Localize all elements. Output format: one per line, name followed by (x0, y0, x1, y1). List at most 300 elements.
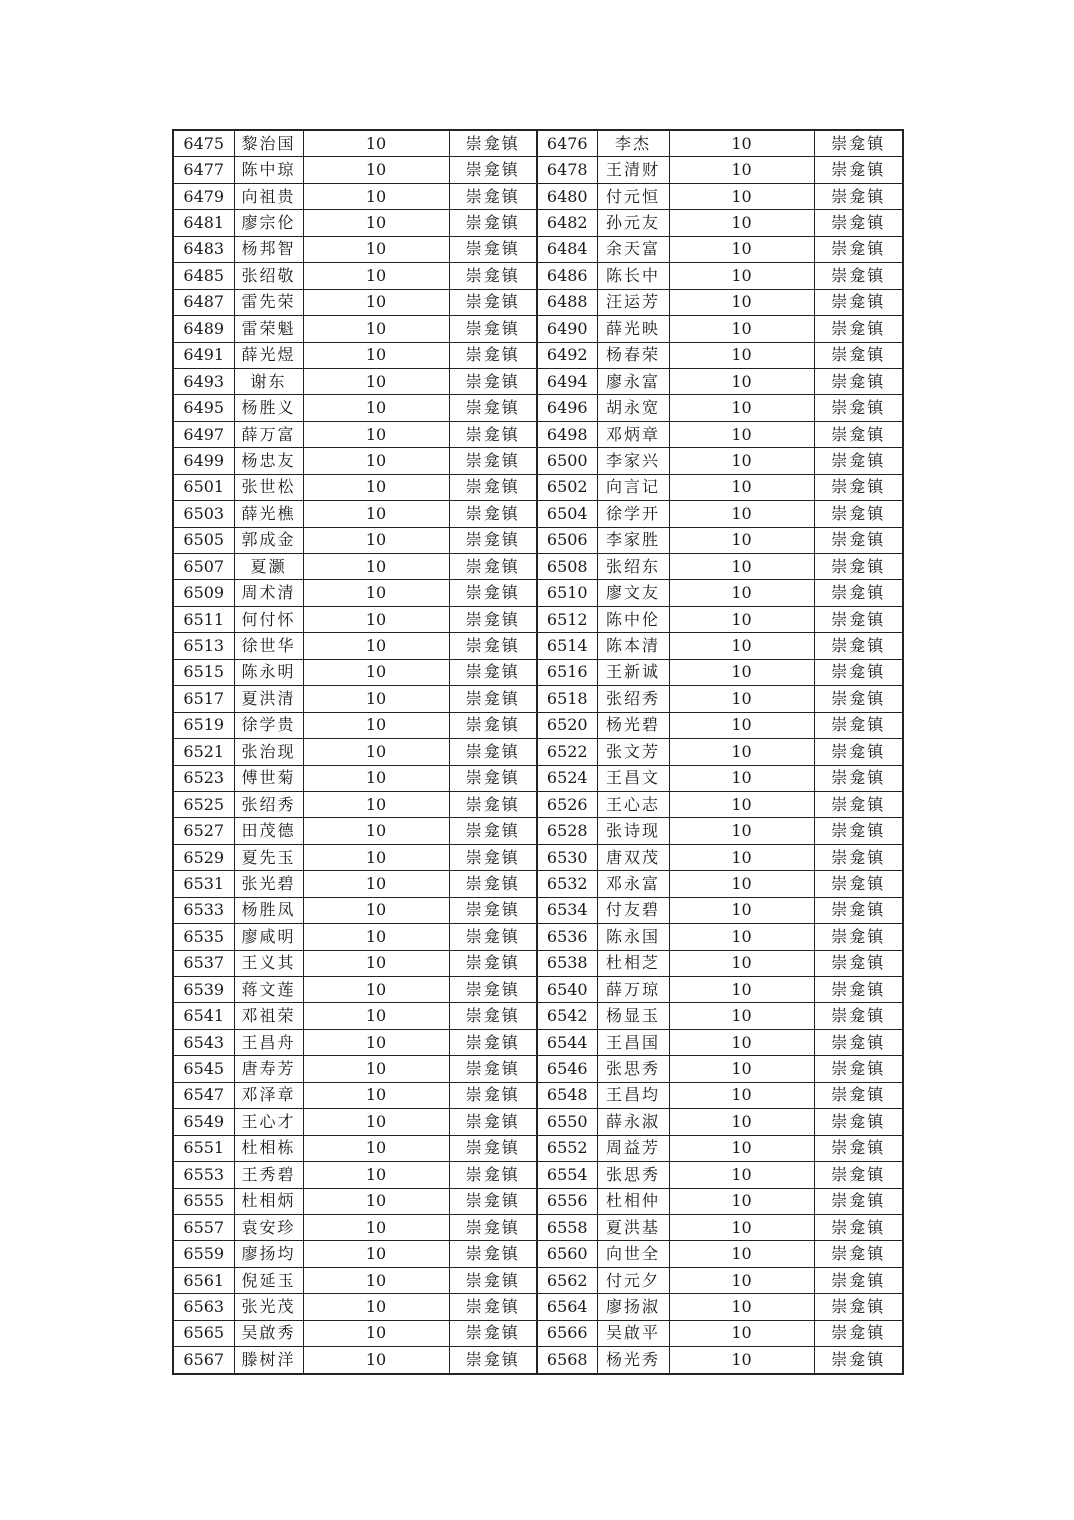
cell-town: 崇龛镇 (449, 765, 537, 791)
cell-name: 张思秀 (597, 1056, 669, 1082)
cell-amount: 10 (303, 924, 449, 950)
cell-name: 王昌均 (597, 1082, 669, 1108)
table-row (173, 765, 903, 791)
cell-id: 6566 (537, 1320, 597, 1346)
cell-id: 6534 (537, 897, 597, 923)
cell-id: 6567 (173, 1347, 234, 1374)
cell-id: 6544 (537, 1029, 597, 1055)
cell-amount: 10 (669, 527, 814, 553)
cell-id: 6563 (173, 1294, 234, 1320)
cell-name: 廖扬均 (234, 1241, 303, 1267)
table-row (173, 1241, 903, 1267)
table-row (173, 554, 903, 580)
cell-town: 崇龛镇 (449, 1188, 537, 1214)
cell-id: 6562 (537, 1267, 597, 1293)
cell-amount: 10 (303, 1082, 449, 1108)
cell-name: 郭成金 (234, 527, 303, 553)
table-row (173, 1029, 903, 1055)
cell-town: 崇龛镇 (814, 474, 903, 500)
table-row (173, 950, 903, 976)
cell-id: 6493 (173, 368, 234, 394)
cell-name: 王新诚 (597, 659, 669, 685)
cell-town: 崇龛镇 (449, 950, 537, 976)
cell-name: 徐世华 (234, 633, 303, 659)
cell-name: 薛万琼 (597, 977, 669, 1003)
cell-name: 邓永富 (597, 871, 669, 897)
cell-town: 崇龛镇 (449, 1135, 537, 1161)
table-row (173, 1109, 903, 1135)
table-row (173, 1214, 903, 1240)
cell-id: 6543 (173, 1029, 234, 1055)
cell-amount: 10 (303, 130, 449, 157)
cell-id: 6536 (537, 924, 597, 950)
cell-town: 崇龛镇 (449, 924, 537, 950)
cell-name: 陈中伦 (597, 606, 669, 632)
cell-id: 6542 (537, 1003, 597, 1029)
cell-town: 崇龛镇 (449, 977, 537, 1003)
cell-id: 6490 (537, 316, 597, 342)
table-row (173, 1056, 903, 1082)
cell-town: 崇龛镇 (814, 739, 903, 765)
cell-town: 崇龛镇 (449, 1320, 537, 1346)
cell-id: 6513 (173, 633, 234, 659)
cell-id: 6509 (173, 580, 234, 606)
cell-amount: 10 (303, 950, 449, 976)
cell-id: 6476 (537, 130, 597, 157)
table-row (173, 659, 903, 685)
cell-town: 崇龛镇 (449, 1056, 537, 1082)
cell-id: 6486 (537, 263, 597, 289)
cell-id: 6561 (173, 1267, 234, 1293)
cell-name: 雷先荣 (234, 289, 303, 315)
cell-name: 傅世菊 (234, 765, 303, 791)
cell-amount: 10 (669, 1135, 814, 1161)
cell-amount: 10 (303, 421, 449, 447)
table-row (173, 501, 903, 527)
cell-amount: 10 (669, 448, 814, 474)
cell-town: 崇龛镇 (814, 818, 903, 844)
cell-town: 崇龛镇 (814, 157, 903, 183)
cell-amount: 10 (669, 818, 814, 844)
cell-id: 6556 (537, 1188, 597, 1214)
cell-amount: 10 (303, 580, 449, 606)
cell-name: 黎治国 (234, 130, 303, 157)
cell-town: 崇龛镇 (449, 421, 537, 447)
cell-name: 杨胜凤 (234, 897, 303, 923)
cell-id: 6528 (537, 818, 597, 844)
table-row (173, 342, 903, 368)
cell-town: 崇龛镇 (814, 1029, 903, 1055)
cell-town: 崇龛镇 (814, 1241, 903, 1267)
cell-name: 陈永国 (597, 924, 669, 950)
cell-town: 崇龛镇 (814, 1347, 903, 1374)
cell-amount: 10 (303, 686, 449, 712)
cell-id: 6555 (173, 1188, 234, 1214)
table-row (173, 474, 903, 500)
cell-id: 6494 (537, 368, 597, 394)
cell-name: 李杰 (597, 130, 669, 157)
cell-id: 6537 (173, 950, 234, 976)
cell-amount: 10 (669, 871, 814, 897)
cell-name: 杜相芝 (597, 950, 669, 976)
cell-amount: 10 (303, 659, 449, 685)
cell-name: 廖扬淑 (597, 1294, 669, 1320)
cell-id: 6529 (173, 844, 234, 870)
cell-name: 向言记 (597, 474, 669, 500)
cell-name: 向世全 (597, 1241, 669, 1267)
cell-amount: 10 (303, 263, 449, 289)
cell-amount: 10 (669, 791, 814, 817)
cell-name: 邓祖荣 (234, 1003, 303, 1029)
cell-amount: 10 (669, 765, 814, 791)
cell-town: 崇龛镇 (814, 897, 903, 923)
cell-amount: 10 (303, 712, 449, 738)
cell-id: 6500 (537, 448, 597, 474)
cell-name: 田茂德 (234, 818, 303, 844)
cell-town: 崇龛镇 (814, 183, 903, 209)
table-row (173, 1267, 903, 1293)
cell-amount: 10 (303, 1162, 449, 1188)
cell-amount: 10 (669, 1003, 814, 1029)
cell-name: 汪运芳 (597, 289, 669, 315)
cell-amount: 10 (669, 1214, 814, 1240)
cell-town: 崇龛镇 (449, 263, 537, 289)
table-row (173, 527, 903, 553)
cell-amount: 10 (669, 739, 814, 765)
cell-amount: 10 (303, 844, 449, 870)
cell-town: 崇龛镇 (814, 501, 903, 527)
cell-id: 6560 (537, 1241, 597, 1267)
cell-amount: 10 (303, 1267, 449, 1293)
cell-amount: 10 (669, 1241, 814, 1267)
table-row (173, 395, 903, 421)
cell-id: 6511 (173, 606, 234, 632)
cell-id: 6479 (173, 183, 234, 209)
table-row (173, 606, 903, 632)
cell-name: 张光碧 (234, 871, 303, 897)
cell-amount: 10 (669, 950, 814, 976)
cell-amount: 10 (669, 130, 814, 157)
cell-town: 崇龛镇 (814, 686, 903, 712)
cell-id: 6551 (173, 1135, 234, 1161)
cell-id: 6548 (537, 1082, 597, 1108)
cell-id: 6507 (173, 554, 234, 580)
cell-name: 李家胜 (597, 527, 669, 553)
cell-name: 余天富 (597, 236, 669, 262)
cell-town: 崇龛镇 (449, 580, 537, 606)
cell-town: 崇龛镇 (449, 1082, 537, 1108)
cell-name: 王昌文 (597, 765, 669, 791)
cell-id: 6527 (173, 818, 234, 844)
cell-town: 崇龛镇 (449, 1347, 537, 1374)
table-row (173, 157, 903, 183)
cell-id: 6525 (173, 791, 234, 817)
cell-name: 张绍秀 (234, 791, 303, 817)
cell-amount: 10 (669, 897, 814, 923)
cell-id: 6521 (173, 739, 234, 765)
cell-town: 崇龛镇 (814, 633, 903, 659)
cell-amount: 10 (303, 1003, 449, 1029)
cell-town: 崇龛镇 (814, 1320, 903, 1346)
cell-amount: 10 (303, 1241, 449, 1267)
cell-name: 付元夕 (597, 1267, 669, 1293)
cell-id: 6550 (537, 1109, 597, 1135)
cell-amount: 10 (303, 1347, 449, 1374)
cell-amount: 10 (303, 1056, 449, 1082)
table-row (173, 712, 903, 738)
cell-amount: 10 (303, 448, 449, 474)
cell-town: 崇龛镇 (814, 527, 903, 553)
cell-town: 崇龛镇 (814, 554, 903, 580)
cell-id: 6515 (173, 659, 234, 685)
cell-id: 6484 (537, 236, 597, 262)
cell-amount: 10 (303, 818, 449, 844)
table-row (173, 263, 903, 289)
cell-amount: 10 (669, 1320, 814, 1346)
cell-town: 崇龛镇 (814, 368, 903, 394)
table-row (173, 368, 903, 394)
cell-id: 6483 (173, 236, 234, 262)
cell-name: 王心才 (234, 1109, 303, 1135)
cell-name: 杜相仲 (597, 1188, 669, 1214)
cell-town: 崇龛镇 (814, 1056, 903, 1082)
cell-amount: 10 (669, 1056, 814, 1082)
table-row (173, 1135, 903, 1161)
cell-name: 杨显玉 (597, 1003, 669, 1029)
cell-name: 徐学贵 (234, 712, 303, 738)
cell-name: 陈长中 (597, 263, 669, 289)
cell-town: 崇龛镇 (449, 210, 537, 236)
cell-town: 崇龛镇 (814, 924, 903, 950)
table-row (173, 130, 903, 157)
cell-amount: 10 (669, 368, 814, 394)
cell-id: 6503 (173, 501, 234, 527)
cell-town: 崇龛镇 (449, 712, 537, 738)
cell-name: 王秀碧 (234, 1162, 303, 1188)
cell-name: 杜相栋 (234, 1135, 303, 1161)
cell-town: 崇龛镇 (449, 686, 537, 712)
cell-town: 崇龛镇 (449, 739, 537, 765)
cell-amount: 10 (303, 1109, 449, 1135)
cell-id: 6568 (537, 1347, 597, 1374)
cell-town: 崇龛镇 (814, 289, 903, 315)
cell-amount: 10 (669, 844, 814, 870)
cell-amount: 10 (303, 1029, 449, 1055)
cell-name: 杨邦智 (234, 236, 303, 262)
cell-name: 吴啟秀 (234, 1320, 303, 1346)
cell-town: 崇龛镇 (814, 871, 903, 897)
cell-name: 陈中琼 (234, 157, 303, 183)
cell-name: 杨胜义 (234, 395, 303, 421)
cell-amount: 10 (303, 368, 449, 394)
cell-amount: 10 (303, 236, 449, 262)
cell-amount: 10 (303, 871, 449, 897)
cell-amount: 10 (303, 897, 449, 923)
cell-name: 夏洪清 (234, 686, 303, 712)
cell-name: 李家兴 (597, 448, 669, 474)
cell-name: 邓炳章 (597, 421, 669, 447)
cell-name: 廖宗伦 (234, 210, 303, 236)
roster-table (172, 129, 904, 1375)
cell-town: 崇龛镇 (449, 236, 537, 262)
cell-town: 崇龛镇 (449, 1214, 537, 1240)
table-row (173, 844, 903, 870)
table-row (173, 448, 903, 474)
cell-id: 6498 (537, 421, 597, 447)
cell-amount: 10 (669, 316, 814, 342)
cell-town: 崇龛镇 (449, 844, 537, 870)
cell-town: 崇龛镇 (449, 791, 537, 817)
cell-town: 崇龛镇 (814, 263, 903, 289)
cell-name: 蒋文莲 (234, 977, 303, 1003)
cell-id: 6495 (173, 395, 234, 421)
cell-town: 崇龛镇 (814, 765, 903, 791)
cell-id: 6480 (537, 183, 597, 209)
cell-id: 6475 (173, 130, 234, 157)
cell-name: 王义其 (234, 950, 303, 976)
cell-amount: 10 (669, 395, 814, 421)
cell-town: 崇龛镇 (449, 1267, 537, 1293)
cell-town: 崇龛镇 (449, 1109, 537, 1135)
table-row (173, 633, 903, 659)
cell-id: 6512 (537, 606, 597, 632)
cell-id: 6530 (537, 844, 597, 870)
cell-town: 崇龛镇 (814, 395, 903, 421)
cell-amount: 10 (669, 183, 814, 209)
cell-id: 6497 (173, 421, 234, 447)
cell-name: 胡永宽 (597, 395, 669, 421)
cell-id: 6491 (173, 342, 234, 368)
cell-id: 6487 (173, 289, 234, 315)
cell-name: 张思秀 (597, 1162, 669, 1188)
cell-id: 6524 (537, 765, 597, 791)
table-row (173, 791, 903, 817)
cell-id: 6522 (537, 739, 597, 765)
cell-town: 崇龛镇 (814, 236, 903, 262)
cell-amount: 10 (303, 1294, 449, 1320)
cell-amount: 10 (669, 633, 814, 659)
cell-amount: 10 (669, 686, 814, 712)
cell-amount: 10 (669, 659, 814, 685)
cell-town: 崇龛镇 (814, 316, 903, 342)
table-row (173, 1082, 903, 1108)
cell-name: 滕树洋 (234, 1347, 303, 1374)
cell-id: 6565 (173, 1320, 234, 1346)
cell-town: 崇龛镇 (449, 659, 537, 685)
cell-id: 6504 (537, 501, 597, 527)
table-row (173, 289, 903, 315)
cell-town: 崇龛镇 (449, 448, 537, 474)
cell-amount: 10 (303, 474, 449, 500)
cell-id: 6520 (537, 712, 597, 738)
cell-amount: 10 (669, 501, 814, 527)
cell-town: 崇龛镇 (814, 1162, 903, 1188)
cell-town: 崇龛镇 (449, 501, 537, 527)
cell-name: 张世松 (234, 474, 303, 500)
cell-amount: 10 (303, 527, 449, 553)
cell-amount: 10 (303, 501, 449, 527)
cell-amount: 10 (303, 1135, 449, 1161)
cell-amount: 10 (669, 474, 814, 500)
cell-amount: 10 (669, 1188, 814, 1214)
cell-town: 崇龛镇 (814, 712, 903, 738)
cell-amount: 10 (669, 1294, 814, 1320)
cell-id: 6510 (537, 580, 597, 606)
cell-name: 夏洪基 (597, 1214, 669, 1240)
cell-town: 崇龛镇 (814, 977, 903, 1003)
cell-id: 6559 (173, 1241, 234, 1267)
cell-id: 6554 (537, 1162, 597, 1188)
cell-name: 张绍秀 (597, 686, 669, 712)
cell-name: 唐双茂 (597, 844, 669, 870)
cell-name: 杨光碧 (597, 712, 669, 738)
cell-name: 王清财 (597, 157, 669, 183)
cell-id: 6531 (173, 871, 234, 897)
cell-name: 张诗现 (597, 818, 669, 844)
table-row (173, 210, 903, 236)
cell-amount: 10 (669, 1267, 814, 1293)
cell-amount: 10 (669, 712, 814, 738)
cell-id: 6506 (537, 527, 597, 553)
cell-town: 崇龛镇 (814, 1267, 903, 1293)
table-row (173, 818, 903, 844)
cell-town: 崇龛镇 (449, 818, 537, 844)
cell-amount: 10 (669, 924, 814, 950)
cell-amount: 10 (303, 739, 449, 765)
cell-id: 6514 (537, 633, 597, 659)
cell-name: 廖咸明 (234, 924, 303, 950)
cell-town: 崇龛镇 (449, 395, 537, 421)
cell-id: 6552 (537, 1135, 597, 1161)
table-row (173, 739, 903, 765)
table-row (173, 1162, 903, 1188)
cell-id: 6489 (173, 316, 234, 342)
cell-amount: 10 (303, 210, 449, 236)
cell-name: 孙元友 (597, 210, 669, 236)
cell-amount: 10 (303, 395, 449, 421)
cell-town: 崇龛镇 (814, 130, 903, 157)
cell-town: 崇龛镇 (814, 844, 903, 870)
table-row (173, 236, 903, 262)
cell-town: 崇龛镇 (449, 474, 537, 500)
cell-name: 袁安珍 (234, 1214, 303, 1240)
table-row (173, 1003, 903, 1029)
table-row (173, 1347, 903, 1374)
cell-town: 崇龛镇 (449, 1294, 537, 1320)
cell-town: 崇龛镇 (449, 527, 537, 553)
cell-amount: 10 (669, 210, 814, 236)
cell-name: 付元恒 (597, 183, 669, 209)
cell-name: 杨忠友 (234, 448, 303, 474)
cell-name: 陈永明 (234, 659, 303, 685)
table-row (173, 686, 903, 712)
cell-name: 雷荣魁 (234, 316, 303, 342)
cell-name: 吴啟平 (597, 1320, 669, 1346)
cell-name: 薛光樵 (234, 501, 303, 527)
cell-amount: 10 (669, 554, 814, 580)
cell-id: 6539 (173, 977, 234, 1003)
cell-town: 崇龛镇 (814, 1214, 903, 1240)
cell-name: 倪延玉 (234, 1267, 303, 1293)
cell-amount: 10 (303, 633, 449, 659)
cell-id: 6547 (173, 1082, 234, 1108)
cell-town: 崇龛镇 (449, 130, 537, 157)
cell-name: 唐寿芳 (234, 1056, 303, 1082)
cell-town: 崇龛镇 (449, 871, 537, 897)
table-row (173, 897, 903, 923)
cell-town: 崇龛镇 (449, 342, 537, 368)
cell-id: 6508 (537, 554, 597, 580)
